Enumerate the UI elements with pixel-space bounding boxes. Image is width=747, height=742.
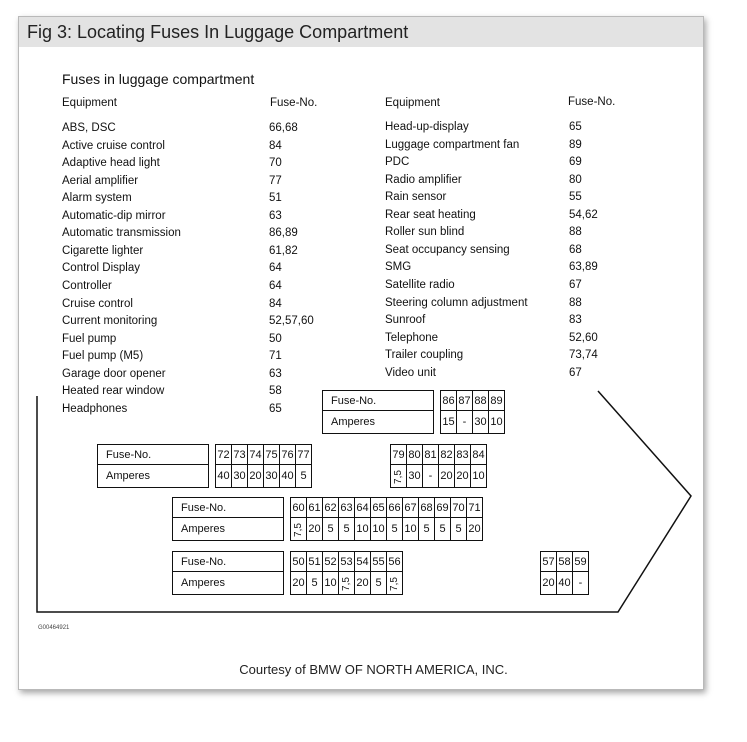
equipment-name: Telephone <box>385 331 439 344</box>
fuse-slot-number: 60 <box>291 498 307 518</box>
equipment-name: Control Display <box>62 262 140 275</box>
fuse-number: 88 <box>569 296 582 309</box>
equipment-name: Headphones <box>62 402 128 415</box>
fuse-amperage: 10 <box>471 465 487 488</box>
fuse-number: 69 <box>569 156 582 169</box>
fuse-amperage-value: 7,5 <box>392 469 404 484</box>
equipment-name: Roller sun blind <box>385 226 465 239</box>
fuse-number: 61,82 <box>269 244 298 257</box>
equipment-name: Sunroof <box>385 314 426 327</box>
fuse-slot-number: 53 <box>339 552 355 572</box>
image-code: G00464921 <box>38 625 70 631</box>
fuse-amperage: - <box>423 465 439 488</box>
fuse-number: 73,74 <box>569 349 598 362</box>
fuse-number: 50 <box>269 332 282 345</box>
fuse-slot-number: 73 <box>232 445 248 465</box>
fuse-number: 67 <box>569 366 582 379</box>
fuse-amperage: 30 <box>407 465 423 488</box>
fuse-number: 51 <box>269 192 282 205</box>
fuse-amperage: 5 <box>307 572 323 595</box>
equipment-name: Alarm system <box>62 192 132 205</box>
fuse-number: 89 <box>569 138 582 151</box>
left-equipment-header: Equipment <box>62 97 117 109</box>
fuse-number: 55 <box>569 191 582 204</box>
fuse-slot-number: 52 <box>323 552 339 572</box>
fuse-amperage: 5 <box>387 518 403 541</box>
fuse-block-60-71 <box>172 497 483 541</box>
fuse-slot-number: 71 <box>467 498 483 518</box>
equipment-name: PDC <box>385 156 410 169</box>
fuse-number: 71 <box>269 350 282 363</box>
equipment-name: ABS, DSC <box>62 122 116 134</box>
equipment-name: Satellite radio <box>385 278 455 291</box>
fuse-slot-number: 50 <box>291 552 307 572</box>
equipment-name: Cigarette lighter <box>62 244 144 257</box>
fuse-amperage <box>391 465 407 488</box>
fuse-number: 66,68 <box>269 122 298 134</box>
fuse-amperage: 10 <box>323 572 339 595</box>
fuse-slot-number: 87 <box>457 391 473 411</box>
courtesy-credit: Courtesy of BMW OF NORTH AMERICA, INC. <box>239 662 508 677</box>
fuse-number: 63,89 <box>569 261 598 274</box>
fuse-number: 68 <box>569 243 582 256</box>
fuse-number: 64 <box>269 279 282 292</box>
equipment-name: Fuel pump (M5) <box>62 350 144 363</box>
fuse-amperage: 5 <box>323 518 339 541</box>
fuse-slot-number: 68 <box>419 498 435 518</box>
fuse-amperage-value: 7,5 <box>340 576 352 591</box>
equipment-name: Current monitoring <box>62 315 158 328</box>
fuse-slot-number: 83 <box>455 445 471 465</box>
fuse-slot-number: 55 <box>371 552 387 572</box>
fuse-number: 64 <box>269 262 282 275</box>
fuse-slot-number: 86 <box>441 391 457 411</box>
fuse-amperage-value: 7,5 <box>388 576 400 591</box>
equipment-name: Head-up-display <box>385 121 469 133</box>
equipment-name: SMG <box>385 261 412 274</box>
fuse-slot-number: 82 <box>439 445 455 465</box>
fuse-amperage: 20 <box>307 518 323 541</box>
fuse-number: 67 <box>569 278 582 291</box>
fuse-amperage: 20 <box>355 572 371 595</box>
fuse-amperage-value: 7,5 <box>292 522 304 537</box>
fuse-slot-number: 62 <box>323 498 339 518</box>
fuse-amperage: 10 <box>489 411 505 434</box>
fuse-number: 52,57,60 <box>269 315 314 328</box>
fuse-slot-number: 79 <box>391 445 407 465</box>
fuse-number: 80 <box>569 173 582 186</box>
fuse-number: 84 <box>269 139 282 152</box>
fuse-amperage: 20 <box>248 465 264 488</box>
right-equipment-header: Equipment <box>385 97 440 109</box>
right-fuse-header: Fuse-No. <box>568 96 616 108</box>
fuse-number: 63 <box>269 367 282 380</box>
fuse-block-79-84 <box>390 444 487 488</box>
fuse-number: 70 <box>269 157 282 170</box>
equipment-name: Garage door opener <box>62 367 166 380</box>
fuse-slot-number: 89 <box>489 391 505 411</box>
fuse-slot-number: 57 <box>541 552 557 572</box>
fuse-amperage <box>387 572 403 595</box>
fuse-no-label: Fuse-No. <box>323 391 434 411</box>
fuse-number: 65 <box>269 402 282 415</box>
fuse-no-label: Fuse-No. <box>98 445 209 465</box>
fuse-number: 58 <box>269 385 282 398</box>
fuse-amperage: 5 <box>296 465 312 488</box>
spacer <box>284 498 291 518</box>
fuse-block-50-56 <box>172 551 403 595</box>
equipment-name: Automatic-dip mirror <box>62 209 166 222</box>
spacer <box>284 518 291 541</box>
fuse-number: 86,89 <box>269 227 298 240</box>
equipment-name: Seat occupancy sensing <box>385 243 510 256</box>
fuse-slot-number: 70 <box>451 498 467 518</box>
fuse-slot-number: 76 <box>280 445 296 465</box>
equipment-name: Fuel pump <box>62 332 117 345</box>
spacer <box>284 572 291 595</box>
equipment-name: Controller <box>62 279 112 292</box>
fuse-number: 88 <box>569 226 582 239</box>
fuse-amperage: 20 <box>455 465 471 488</box>
section-title: Fuses in luggage compartment <box>62 71 255 87</box>
fuse-amperage: 40 <box>280 465 296 488</box>
fuse-amperage: 20 <box>439 465 455 488</box>
fuse-number: 63 <box>269 209 282 222</box>
fuse-amperage: 10 <box>371 518 387 541</box>
left-fuse-header: Fuse-No. <box>270 97 318 109</box>
equipment-name: Automatic transmission <box>62 227 181 240</box>
fuse-slot-number: 72 <box>216 445 232 465</box>
fuse-amperage: 5 <box>339 518 355 541</box>
fuse-amperage: 30 <box>473 411 489 434</box>
fuse-slot-number: 74 <box>248 445 264 465</box>
equipment-name: Trailer coupling <box>385 349 464 362</box>
fuse-amperage: 30 <box>264 465 280 488</box>
fuse-amperage: 5 <box>371 572 387 595</box>
fuse-slot-number: 59 <box>573 552 589 572</box>
fuse-slot-number: 75 <box>264 445 280 465</box>
fuse-number: 52,60 <box>569 331 598 344</box>
fuse-amperage: 20 <box>467 518 483 541</box>
fuse-amperage: 20 <box>291 572 307 595</box>
fuse-block-72-77 <box>97 444 312 488</box>
spacer <box>434 391 441 411</box>
fuse-amperage: 40 <box>216 465 232 488</box>
fuse-amperage: 30 <box>232 465 248 488</box>
equipment-name: Cruise control <box>62 297 133 310</box>
fuse-slot-number: 69 <box>435 498 451 518</box>
fuse-number: 84 <box>269 297 282 310</box>
spacer <box>434 411 441 434</box>
fuse-slot-number: 77 <box>296 445 312 465</box>
fuse-slot-number: 65 <box>371 498 387 518</box>
fuse-amperage: - <box>573 572 589 595</box>
figure-title: Fig 3: Locating Fuses In Luggage Compartment <box>27 22 409 42</box>
fuse-amperage: 10 <box>403 518 419 541</box>
fuse-no-label: Fuse-No. <box>173 498 284 518</box>
amperes-label: Amperes <box>173 518 284 541</box>
fuse-slot-number: 51 <box>307 552 323 572</box>
equipment-name: Heated rear window <box>62 385 165 398</box>
fuse-slot-number: 63 <box>339 498 355 518</box>
fuse-amperage: 10 <box>355 518 371 541</box>
fuse-slot-number: 66 <box>387 498 403 518</box>
equipment-name: Steering column adjustment <box>385 296 528 309</box>
equipment-name: Radio amplifier <box>385 173 462 186</box>
fuse-block-86-89 <box>322 390 505 434</box>
fuse-amperage <box>291 518 307 541</box>
fuse-block-57-59 <box>540 551 589 595</box>
fuse-amperage <box>339 572 355 595</box>
fuse-slot-number: 81 <box>423 445 439 465</box>
equipment-name: Aerial amplifier <box>62 174 139 187</box>
fuse-no-label: Fuse-No. <box>173 552 284 572</box>
fuse-number: 77 <box>269 174 282 187</box>
fuse-slot-number: 58 <box>557 552 573 572</box>
fuse-number: 54,62 <box>569 208 598 221</box>
amperes-label: Amperes <box>323 411 434 434</box>
fuse-slot-number: 61 <box>307 498 323 518</box>
fuse-amperage: 5 <box>435 518 451 541</box>
spacer <box>209 465 216 488</box>
fuse-amperage: 5 <box>451 518 467 541</box>
equipment-name: Video unit <box>385 366 436 379</box>
fuse-amperage: 5 <box>419 518 435 541</box>
equipment-name: Adaptive head light <box>62 157 160 170</box>
amperes-label: Amperes <box>98 465 209 488</box>
equipment-name: Luggage compartment fan <box>385 138 520 151</box>
fuse-amperage: - <box>457 411 473 434</box>
equipment-name: Rear seat heating <box>385 208 476 221</box>
equipment-name: Active cruise control <box>62 139 165 152</box>
fuse-slot-number: 64 <box>355 498 371 518</box>
fuse-slot-number: 80 <box>407 445 423 465</box>
fuse-amperage: 15 <box>441 411 457 434</box>
fuse-amperage: 40 <box>557 572 573 595</box>
fuse-slot-number: 88 <box>473 391 489 411</box>
fuse-slot-number: 54 <box>355 552 371 572</box>
fuse-slot-number: 56 <box>387 552 403 572</box>
fuse-amperage: 20 <box>541 572 557 595</box>
spacer <box>284 552 291 572</box>
fuse-slot-number: 67 <box>403 498 419 518</box>
fuse-number: 65 <box>569 121 582 133</box>
equipment-name: Rain sensor <box>385 191 447 204</box>
fuse-number: 83 <box>569 314 582 327</box>
fuse-slot-number: 84 <box>471 445 487 465</box>
amperes-label: Amperes <box>173 572 284 595</box>
spacer <box>209 445 216 465</box>
